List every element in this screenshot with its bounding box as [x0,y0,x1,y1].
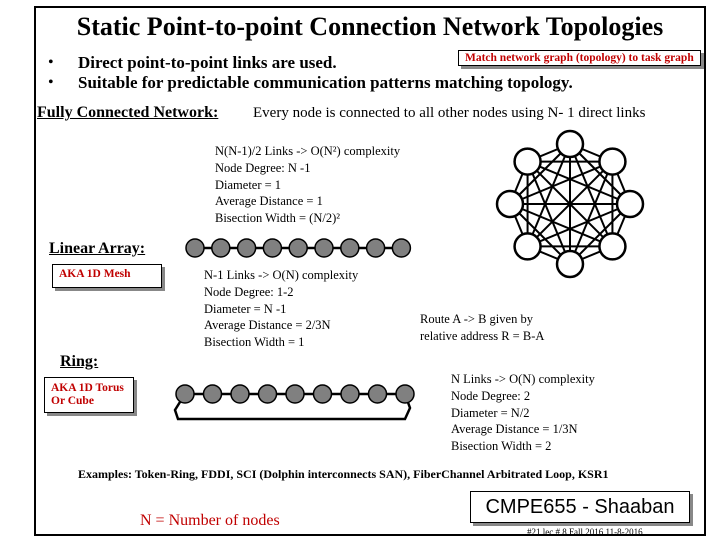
fc-bisection-width: Bisection Width = (N/2)² [215,211,340,226]
fully-connected-description: Every node is connected to all other nodes using N- 1 direct links [253,105,646,121]
ring-aka-line-1: AKA 1D Torus [51,382,124,394]
fully-connected-stats [215,143,400,227]
linear-average-distance: Average Distance = 2/3N [204,318,331,333]
slide-info: #21 lec # 8 Fall 2016 11-8-2016 [527,527,643,537]
ring-bisection-width: Bisection Width = 2 [451,439,552,454]
linear-diameter: Diameter = N -1 [204,301,287,316]
topology-match-note: Match network graph (topology) to task graph [458,50,701,66]
ring-heading: Ring: [60,353,99,370]
ring-node-degree: Node Degree: 2 [451,388,531,403]
page-title: Static Point-to-point Connection Network Topologies [76,12,664,41]
bullet-dot: • [48,74,54,91]
bullet-point-links: Direct point-to-point links are used. [78,53,337,72]
fc-links: N(N-1)/2 Links -> O(N²) complexity [215,144,401,158]
linear-aka-box: AKA 1D Mesh [52,264,162,288]
ring-stats [451,371,595,455]
linear-route [420,311,544,345]
linear-links: N-1 Links -> O(N) complexity [204,268,359,282]
fully-connected-heading: Fully Connected Network: [37,104,219,121]
linear-node-degree: Node Degree: 1-2 [204,284,294,299]
route-line-1: Route A -> B given by [420,312,533,326]
linear-stats [204,267,358,351]
linear-array-heading: Linear Array: [49,240,146,257]
fc-diameter: Diameter = 1 [215,177,282,192]
examples-text: Examples: Token-Ring, FDDI, SCI (Dolphin interconnects SAN), FiberChannel Arbitrated Loop, KSR1 [78,467,609,481]
fc-node-degree: Node Degree: N -1 [215,160,311,175]
route-line-2: relative address R = B-A [420,328,545,343]
node-count-definition: N = Number of nodes [140,512,280,529]
linear-bisection-width: Bisection Width = 1 [204,335,305,350]
ring-aka-box [44,377,134,413]
ring-links: N Links -> O(N) complexity [451,372,595,386]
course-label: CMPE655 - Shaaban [470,491,690,523]
fc-average-distance: Average Distance = 1 [215,194,323,209]
ring-aka-line-2: Or Cube [51,395,94,407]
bullet-dot: • [48,54,54,71]
ring-average-distance: Average Distance = 1/3N [451,422,578,437]
ring-diameter: Diameter = N/2 [451,405,530,420]
bullet-predictable-patterns: Suitable for predictable communication patterns matching topology. [78,73,573,92]
